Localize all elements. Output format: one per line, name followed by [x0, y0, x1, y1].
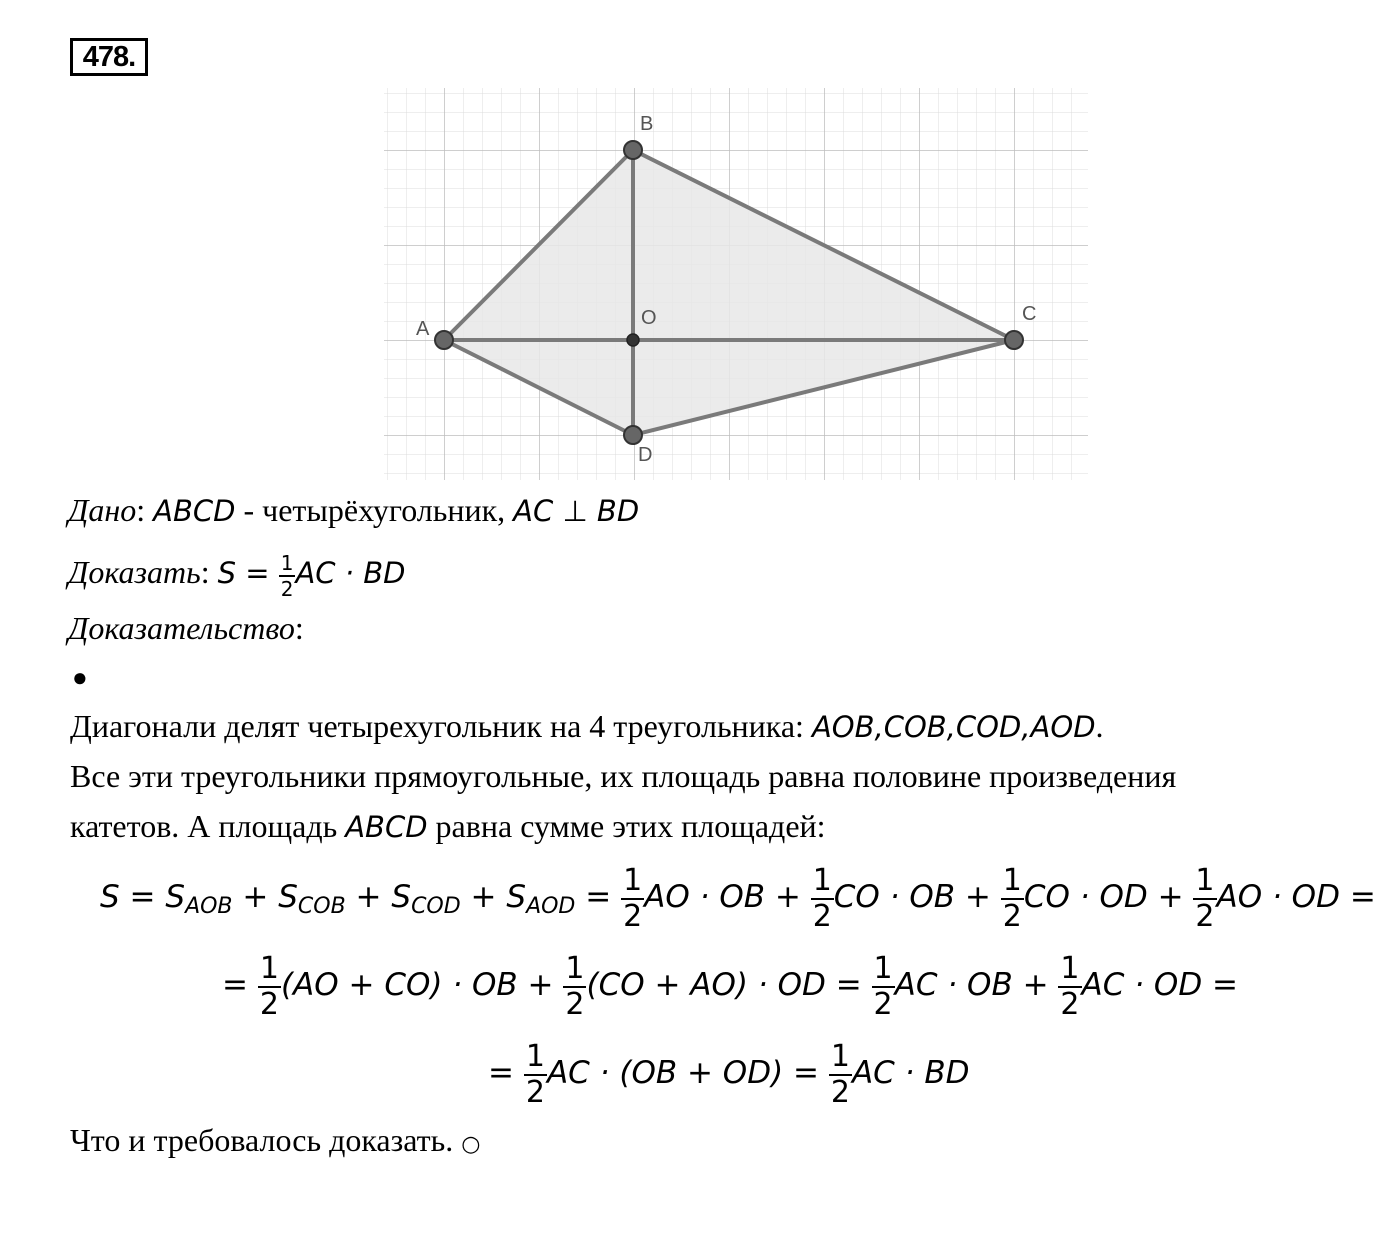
given-line: Дано: ABCD - четырёхугольник, AC ⊥ BD [68, 492, 640, 528]
paragraph-1: Диагонали делят четырехугольник на 4 треугольника: AOB,COB,COD,AOD. [70, 708, 1104, 744]
point-d [624, 426, 642, 444]
point-a [435, 331, 453, 349]
label-a: A [416, 318, 430, 340]
prove-label: Доказать [68, 554, 201, 590]
given-label: Дано [68, 492, 137, 528]
proof-label: Доказательство [68, 610, 295, 646]
paragraph-3: катетов. А площадь ABCD равна сумме этих площадей: [70, 808, 826, 844]
label-c: C [1022, 303, 1037, 325]
label-o: O [641, 307, 657, 329]
label-b: B [640, 113, 654, 135]
prove-lhs: S = [217, 556, 279, 590]
point-c [1005, 331, 1023, 349]
triangles-list: AOB,COB,COD,AOD [811, 710, 1096, 744]
equation-2: = $\frac{1}{2}$ (AO + CO) · OB + $\frac{1}{2}$ (CO + AO) · OD = $\frac{1}{2}$ AC · OB + $\frac{1}{2}$ AC · OD = [222, 950, 1239, 1022]
given-condition: AC ⊥ BD [513, 494, 640, 528]
para3-figure: ABCD [345, 810, 428, 844]
point-b [624, 141, 642, 159]
point-o [627, 334, 639, 346]
prove-fraction: $\frac{1}{2}$ [280, 550, 294, 601]
prove-rhs: AC · BD [295, 556, 406, 590]
given-desc: - четырёхугольник, [235, 492, 514, 528]
problem-number: 478. [70, 38, 148, 76]
qed-symbol: ○ [461, 1132, 481, 1157]
equation-1: $S = S_{AOB} + S_{COB} + S_{COD} + S_{AOD}$ = $\frac{1}{2}$ AO · OB + $\frac{1}{2}$ CO · OB + $\frac{1}{2}$ CO · OD + $\frac{1}{2}$ AO · OD = [100, 862, 1376, 934]
equation-3: = $\frac{1}{2}$ AC · (OB + OD) = $\frac{1}{2}$ AC · BD [488, 1038, 970, 1110]
label-d: D [638, 444, 653, 466]
paragraph-2: Все эти треугольники прямоугольные, их площадь равна половине произведения [70, 758, 1177, 794]
proof-heading: Доказательство: [68, 610, 304, 646]
bullet: ● [72, 663, 88, 692]
prove-line: Доказать: S = $\frac{1}{2}$ AC · BD [68, 550, 406, 601]
quadrilateral-figure [384, 88, 1088, 480]
given-figure: ABCD [153, 494, 236, 528]
conclusion: Что и требовалось доказать. ○ [70, 1122, 481, 1158]
